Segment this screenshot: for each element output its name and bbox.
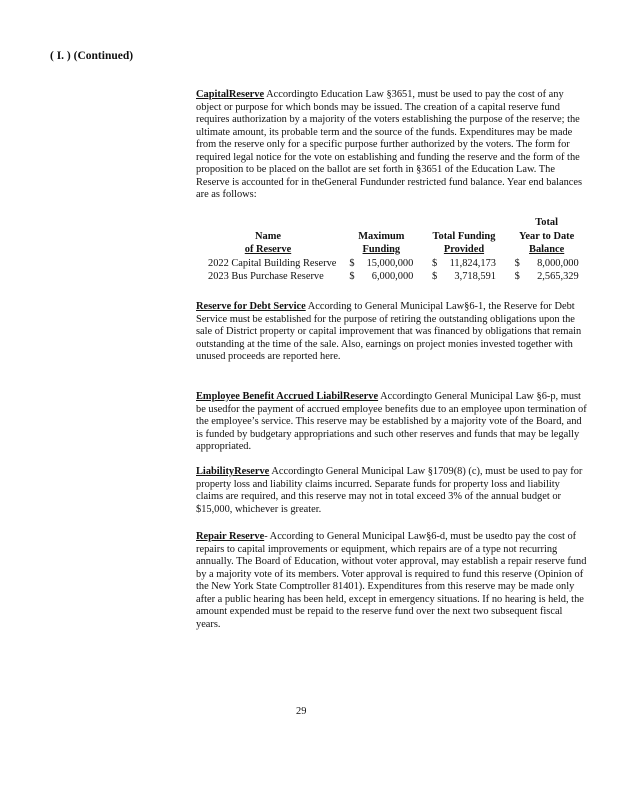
- table-row: [196, 270, 588, 284]
- max-funding-value: 15,000,000: [366, 257, 414, 269]
- repair-term: Repair Reserve: [196, 531, 265, 542]
- employee-benefit-term: Employee Benefit Accrued LiabilReserve: [196, 391, 379, 402]
- balance-value: 8,000,000: [537, 257, 579, 269]
- header-name-line2: of Reserve: [244, 244, 292, 255]
- currency-symbol: $: [349, 271, 355, 282]
- header-max-line1: Maximum: [358, 230, 405, 242]
- max-funding-value: 6,000,000: [371, 271, 414, 282]
- capital-reserve-term: CapitalReserve: [196, 89, 265, 100]
- debt-service-term: Reserve for Debt Service: [196, 301, 306, 312]
- table-row: [196, 257, 588, 271]
- header-provided-line1: Total Funding: [432, 230, 496, 242]
- page-number: 29: [296, 706, 307, 717]
- employee-benefit-paragraph: [196, 391, 588, 454]
- currency-symbol: $: [431, 257, 438, 269]
- repair-text: - According to General Municipal Law§6-d, must be usedto pay the cost of repairs to capital improvements or equipment, which repairs are of a type not recurring annually. The Board of Education, without voter approval, may establish a repair reserve fund by a majority vote of its members. Voter approval is required to fund this reserve (Opinion of the New York State Comptroller 81401). Expenditures from this reserve may be made only after a public hearing has been held, except in emergency situations. If no hearing is held, the amount expended must be repaid to the reserve fund over the next two subsequent fiscal years.: [196, 531, 587, 630]
- header-balance-line2: Balance: [529, 244, 565, 255]
- currency-symbol: $: [349, 257, 355, 269]
- currency-symbol: $: [514, 271, 520, 282]
- provided-value: 11,824,173: [449, 257, 496, 269]
- capital-reserve-text: Accordingto Education Law §3651, must be used to pay the cost of any object or purpose for which bonds may be issued. The creation of a capital reserve fund requires authorization by a majority of the voters establishing the purpose of the reserve; the ultimate amount, its probable term and the source of the funds. Expenditures may be made from the reserve only for a specific purpose further authorized by the voters. The form for required legal notice for the vote on establishing and funding the reserve and the form of the proposition to be placed on the ballot are set forth in §3651 of the Education Law. The Reserve is accounted for in theGeneral Fundunder restricted fund balance. Year end balances are as follows:: [196, 89, 583, 200]
- reserve-name: 2023 Bus Purchase Reserve: [208, 271, 324, 282]
- header-balance-line1: Year to Date: [519, 230, 575, 242]
- currency-symbol: $: [514, 257, 520, 269]
- debt-service-paragraph: [196, 301, 588, 364]
- capital-reserve-paragraph: [196, 89, 588, 202]
- table-header-row-top: [196, 216, 588, 230]
- section-heading: ( I. ) (Continued): [50, 50, 134, 62]
- balance-value: 2,565,329: [537, 271, 579, 282]
- header-max-line2: Funding: [362, 244, 401, 255]
- currency-symbol: $: [431, 271, 438, 282]
- provided-value: 3,718,591: [454, 271, 496, 282]
- liability-paragraph: [196, 466, 588, 516]
- reserve-balances-table: [196, 216, 588, 284]
- header-provided-line2: Provided: [443, 244, 485, 255]
- header-name-line1: Name: [255, 230, 281, 242]
- table-header-row-bottom: [196, 243, 588, 257]
- header-balance-line0: Total: [535, 217, 559, 228]
- debt-service-text: According to General Municipal Law§6-1, the Reserve for Debt Service must be established for the purpose of retiring the outstanding obligations upon the sale of District property or capital improvement that was financed by obligations that remain outstanding at the time of the sale. Also, earnings on project monies invested together with unused proceeds are reported here.: [196, 301, 582, 362]
- table-header-row-mid: [196, 230, 588, 244]
- liability-term: LiabilityReserve: [196, 466, 270, 477]
- reserve-name: 2022 Capital Building Reserve: [208, 257, 337, 269]
- repair-paragraph: [196, 531, 588, 631]
- employee-benefit-text: Accordingto General Municipal Law §6-p, must be usedfor the payment of accrued employee benefits due to an employee upon termination of the employee’s service. This reserve may be established by a majority vote of the Board, and is funded by budgetary appropriations and such other reserves and funds that may be legally appropriated.: [196, 391, 587, 452]
- liability-text: Accordingto General Municipal Law §1709(8) (c), must be used to pay for property loss and liability claims incurred. Separate funds for property loss and liability claims are required, and this reserve may not in total exceed 3% of the annual budget or $15,000, whichever is greater.: [196, 466, 583, 515]
